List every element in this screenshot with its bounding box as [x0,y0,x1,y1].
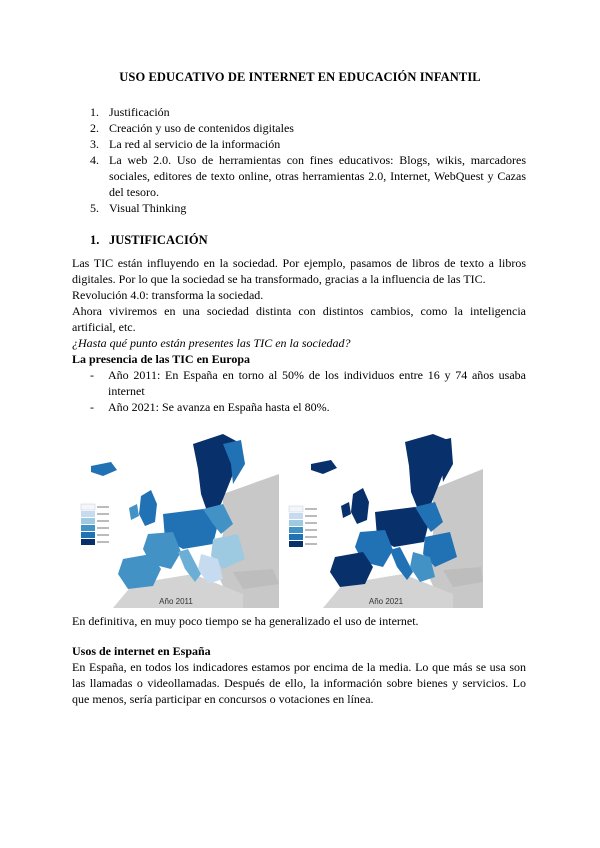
paragraph: En España, en todos los indicadores estamos por encima de la media. Lo que más se usa son las llamadas o videollamadas. Después de ello, la información sobre bienes y servicios. Lo que menos, sería participar en concursos o votaciones en línea. [72,660,526,706]
toc-text: La web 2.0. Uso de herramientas con fines educativos: Blogs, wikis, marcadores sociales, editores de texto online, otras herramientas 2.0, Internet, WebQuest y Cazas del tesoro. [109,153,526,199]
conclusion-block [72,613,526,629]
legend-swatch [81,504,95,510]
map-graphic [73,434,279,608]
subheading: La presencia de las TIC en Europa [72,352,251,366]
map-caption: Año 2011 [159,597,193,606]
section-number: 1. [90,233,100,247]
section-heading-text: JUSTIFICACIÓN [109,233,208,247]
table-of-contents [90,104,526,216]
toc-item [90,104,526,120]
toc-text: Justificación [109,105,170,119]
dash-marker: - [90,400,94,414]
list-item-text: Año 2021: Se avanza en España hasta el 80%. [108,400,330,414]
europe-maps [73,434,483,608]
section-heading [90,233,208,248]
usage-block [72,643,526,707]
list-item-text: Año 2011: En España en torno al 50% de los individuos entre 16 y 74 años usaba internet [108,368,526,398]
paragraph: En definitiva, en muy poco tiempo se ha generalizado el uso de internet. [72,614,419,628]
document-title: USO EDUCATIVO DE INTERNET EN EDUCACIÓN INFANTIL [119,70,481,84]
toc-text: La red al servicio de la información [109,137,281,151]
europe-map-2011 [73,434,279,608]
toc-item [90,136,526,152]
list-item [90,399,526,415]
map-graphic [283,434,483,608]
dash-marker: - [90,368,94,382]
toc-number: 3. [90,137,99,151]
toc-item [90,200,526,216]
toc-item [90,152,526,200]
toc-number: 5. [90,201,99,215]
map-caption: Año 2021 [368,597,404,606]
list-item [90,367,526,399]
subheading: Usos de internet en España [72,644,211,658]
section-body [72,255,526,415]
paragraph: Las TIC están influyendo en la sociedad. Por ejemplo, pasamos de libros de texto a libros digitales. Por lo que la sociedad se ha transformado, gracias a la influencia de las TIC. [72,256,526,286]
paragraph: Ahora viviremos en una sociedad distinta con distintos cambios, como la inteligencia artificial, etc. [72,304,526,334]
bullet-list [72,367,526,415]
question-text: ¿Hasta qué punto están presentes las TIC en la sociedad? [72,336,351,350]
toc-text: Creación y uso de contenidos digitales [109,121,294,135]
paragraph: Revolución 4.0: transforma la sociedad. [72,288,264,302]
toc-item [90,120,526,136]
europe-map-2021 [283,434,489,608]
toc-number: 1. [90,105,99,119]
toc-number: 2. [90,121,99,135]
toc-number: 4. [90,153,99,167]
toc-text: Visual Thinking [109,201,187,215]
